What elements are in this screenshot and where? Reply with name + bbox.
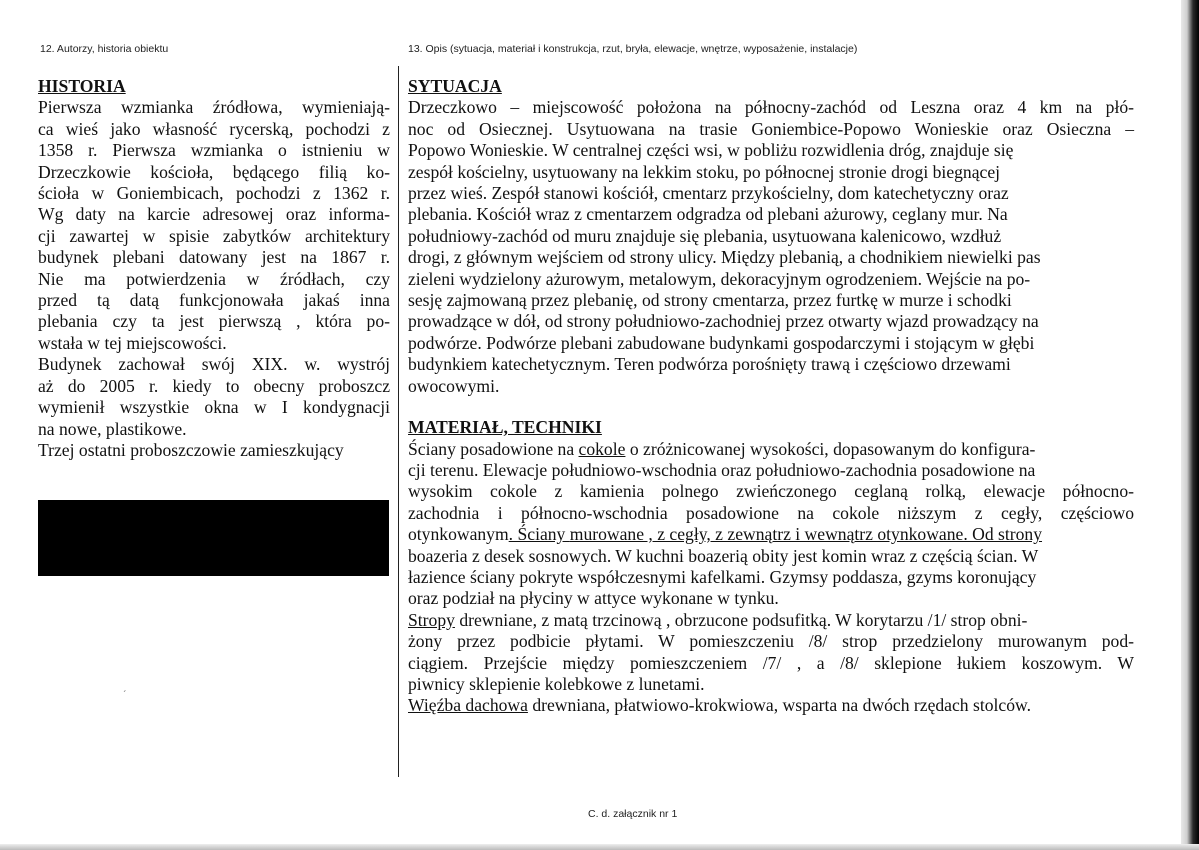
column-divider — [398, 66, 399, 777]
material-line: łazience ściany pokryte współczesnymi kafelkami. Gzymsy poddasza, gzyms koronujący — [408, 566, 1037, 587]
material-line: ciągiem. Przejście między pomieszczeniem /7/ , a /8/ sklepione łukiem koszowym. W — [408, 652, 1134, 673]
sytuacja-line: przez wieś. Zespół stanowi kościół, cmentarz przykościelny, dom katechetyczny oraz — [408, 183, 1009, 204]
historia-line: Budynek zachował swój XIX. w. wystrój — [38, 354, 390, 375]
material-line: boazeria z desek sosnowych. W kuchni boazerią obity jest komin wraz z częścią ścian. W — [408, 545, 1039, 566]
historia-line: Drzeczkowie kościoła, będącego filią ko- — [38, 161, 390, 182]
material-text: otynkowanym — [408, 524, 509, 545]
material-line: piwnicy sklepienie kolebkowe z lunetami. — [408, 673, 705, 694]
footer-note: C. d. załącznik nr 1 — [588, 808, 678, 820]
sytuacja-line: zieleni wydzielony ażurowym, metalowym, dekoracyjnym ogrodzeniem. Wejście na po- — [408, 268, 1031, 289]
sytuacja-line: plebania. Kościół wraz z cmentarzem odgradza od plebani ażurowy, ceglany mur. Na — [408, 204, 1008, 225]
material-line — [408, 695, 1134, 716]
historia-heading: HISTORIA — [38, 76, 126, 96]
material-text: drewniane, z matą trzcinową , obrzucone podsufitką. W korytarzu /1/ strop obni- — [454, 609, 1028, 630]
sytuacja-line: sesję zajmowaną przez plebanię, od strony cmentarza, przez furtkę w murze i schodki — [408, 290, 1012, 311]
historia-line: ca wieś jako własność rycerską, pochodzi z — [38, 118, 390, 139]
sytuacja-line: prowadzące w dół, od strony południowo-zachodniej przez otwarty wjazd prowadzący na — [408, 311, 1039, 332]
wiezba-term: Więźba dachowa — [408, 695, 528, 716]
historia-line: budynek plebani datowany jest na 1867 r. — [38, 247, 390, 268]
material-line — [408, 610, 1134, 631]
redaction-block — [38, 500, 389, 576]
sciany-term: . Ściany — [508, 524, 570, 545]
material-text: Ściany posadowione na — [408, 438, 579, 459]
material-line: cji terenu. Elewacje południowo-wschodnia oraz południowo-zachodnia posadowione na — [408, 459, 1036, 480]
sytuacja-line: drogi, z głównym wejściem od strony ulicy. Między plebanią, a chodnikiem niewielki pas — [408, 247, 1041, 268]
sytuacja-line: owocowymi. — [408, 375, 500, 396]
historia-line: plebania czy ta jest pierwszą , która po- — [38, 311, 390, 332]
material-line: oraz podział na płyciny w attyce wykonane w tynku. — [408, 588, 779, 609]
scan-speck: ´ — [123, 690, 127, 701]
historia-line: wymienił wszystkie okna w I kondygnacji — [38, 397, 390, 418]
sytuacja-line: Drzeczkowo – miejscowość położona na północny-zachód od Leszna oraz 4 km na płó- — [408, 97, 1134, 118]
historia-line: wstała w tej miejscowości. — [38, 332, 227, 353]
material-line — [408, 524, 1134, 545]
historia-line: Wg daty na karcie adresowej oraz informa- — [38, 204, 390, 225]
sytuacja-line: podwórze. Podwórze plebani zabudowane budynkami gospodarczymi i stojącym w głębi — [408, 332, 1035, 353]
material-text: o zróżnicowanej wysokości, dopasowanym do konfigura- — [625, 438, 1036, 459]
historia-line: cji zawartej w spisie zabytków architektury — [38, 225, 390, 246]
sytuacja-line: budynkiem katechetycznym. Teren podwórza porośnięty trawą i częściowo drzewami — [408, 354, 1011, 375]
section-12-header: 12. Autorzy, historia obiektu — [40, 43, 169, 55]
sytuacja-line: południowy-zachód od muru znajduje się plebania, usytuowana kalenicowo, wzdłuż — [408, 225, 1002, 246]
sytuacja-line: zespół kościelny, usytuowany na lekkim stoku, po północnej stronie drogi biegnącej — [408, 161, 1001, 182]
scan-edge — [1181, 0, 1199, 850]
material-line — [408, 439, 1134, 460]
historia-line: na nowe, plastikowe. — [38, 418, 187, 439]
historia-line: Nie ma potwierdzenia w źródłach, czy — [38, 268, 390, 289]
material-line: wysokim cokole z kamienia polnego zwieńczonego ceglaną rolką, elewacje północno- — [408, 481, 1134, 502]
material-line: żony przez podbicie płytami. W pomieszczeniu /8/ strop przedzielony murowanym pod- — [408, 631, 1134, 652]
sytuacja-line: noc od Osiecznej. Usytuowana na trasie Goniembice-Popowo Wonieskie oraz Osieczna – — [408, 118, 1134, 139]
historia-line: przed tą datą funkcjonowała jakaś inna — [38, 290, 390, 311]
historia-line: ścioła w Goniembicach, pochodzi z 1362 r. — [38, 183, 390, 204]
historia-line: Trzej ostatni proboszczowie zamieszkujący — [38, 439, 344, 460]
sytuacja-heading: SYTUACJA — [408, 76, 502, 96]
section-gap — [408, 397, 1134, 417]
material-heading: MATERIAŁ, TECHNIKI — [408, 417, 602, 438]
historia-column — [38, 76, 390, 461]
material-line: zachodnia i północno-wschodnia posadowione na cokole niższym z cegły, częściowo — [408, 502, 1134, 523]
stropy-term: Stropy — [408, 609, 455, 630]
section-13-header: 13. Opis (sytuacja, materiał i konstrukcja, rzut, bryła, elewacje, wnętrze, wyposażenie, instalacje) — [408, 43, 858, 55]
historia-line: Pierwsza wzmianka źródłowa, wymieniają- — [38, 97, 390, 118]
material-text: drewniana, płatwiowo-krokwiowa, wsparta na dwóch rzędach stolców. — [527, 695, 1031, 716]
historia-line: aż do 2005 r. kiedy to obecny proboszcz — [38, 375, 390, 396]
scan-bottom-edge — [0, 844, 1199, 850]
cokole-term: cokole — [578, 438, 626, 459]
material-text: murowane , z cegły, z zewnątrz i wewnątrz otynkowane. Od strony — [569, 524, 1043, 545]
sytuacja-line: Popowo Wonieskie. W centralnej części wsi, w pobliżu rozwidlenia dróg, znajduje się — [408, 140, 1014, 161]
historia-line: 1358 r. Pierwsza wzmianka o istnieniu w — [38, 140, 390, 161]
description-column — [408, 76, 1134, 717]
